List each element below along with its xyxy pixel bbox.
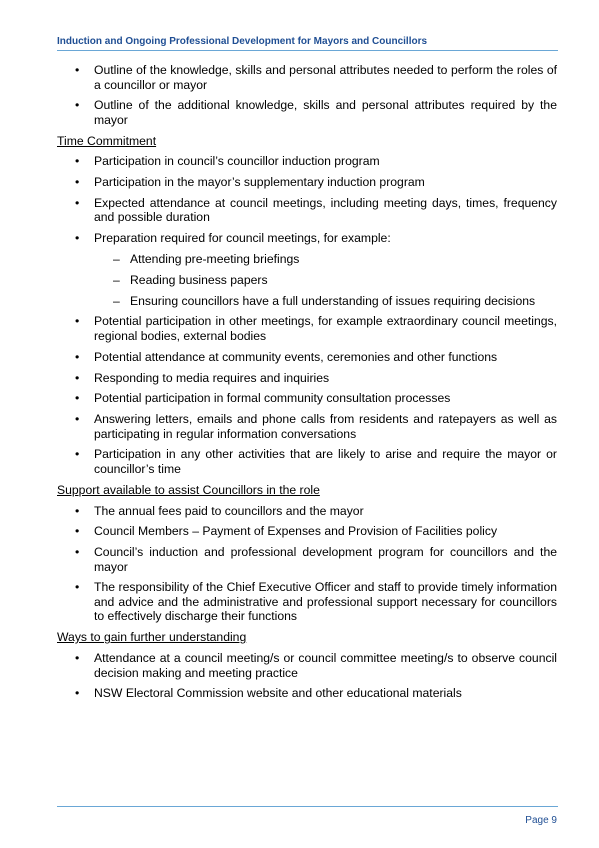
list-item: • Preparation required for council meetings, for example: [75, 231, 391, 246]
bullet-icon: • [75, 195, 80, 210]
list-item: • Answering letters, emails and phone calls from residents and ratepayers as well as participating in regular information conversations [75, 412, 557, 441]
list-item: • Expected attendance at council meetings, including meeting days, times, frequency and possible duration [75, 195, 557, 225]
bullet-icon: • [75, 154, 80, 169]
bullet-icon: • [75, 580, 80, 595]
list-item: • Potential participation in formal community consultation processes [75, 391, 451, 406]
dash-icon: – [113, 293, 120, 308]
running-header: Induction and Ongoing Professional Development for Mayors and Councillors [57, 36, 428, 47]
bullet-icon: • [75, 651, 80, 666]
bullet-icon: • [75, 98, 80, 113]
list-item: • The responsibility of the Chief Executive Officer and staff to provide timely information and advice and the administrative and professional support necessary for councillors to effectively discharge their functions [75, 580, 557, 624]
bullet-icon: • [75, 524, 80, 539]
bullet-icon: • [75, 391, 80, 406]
bullet-icon: • [75, 503, 80, 518]
bullet-icon: • [75, 545, 80, 560]
list-item: • Participation in any other activities that are likely to arise and require the mayor or councillor’s time [75, 447, 557, 476]
document-body [57, 63, 557, 707]
sub-list-item: – Ensuring councillors have a full understanding of issues requiring decisions [113, 293, 536, 308]
bullet-icon: • [75, 447, 80, 462]
dash-icon: – [113, 272, 120, 287]
list-item: • Responding to media requires and inquiries [75, 370, 330, 385]
section-heading-support: Support available to assist Councillors in the role [57, 482, 320, 497]
footer-divider [57, 806, 558, 807]
bullet-icon: • [75, 63, 80, 77]
ways-list [57, 651, 557, 701]
list-item: • NSW Electoral Commission website and other educational materials [75, 686, 462, 701]
list-item: • Council Members – Payment of Expenses and Provision of Facilities policy [75, 524, 498, 539]
list-item: • Participation in the mayor’s supplementary induction program [75, 175, 425, 190]
bullet-icon: • [75, 370, 80, 385]
list-item: • Council’s induction and professional development program for councillors and the mayor [75, 545, 557, 574]
sub-list-item: – Reading business papers [113, 272, 268, 287]
sub-list-item: – Attending pre-meeting briefings [113, 252, 300, 267]
list-item: • Potential attendance at community events, ceremonies and other functions [75, 349, 498, 364]
bullet-icon: • [75, 686, 80, 701]
time-commitment-list [57, 154, 557, 476]
bullet-icon: • [75, 412, 80, 427]
list-item: • Participation in council’s councillor induction program [75, 154, 380, 169]
bullet-icon: • [75, 231, 80, 246]
bullet-icon: • [75, 175, 80, 190]
header-divider [57, 50, 558, 51]
bullet-icon: • [75, 349, 80, 364]
intro-list [57, 63, 557, 127]
support-list [57, 504, 557, 624]
list-item: • Attendance at a council meeting/s or council committee meeting/s to observe council decision making and meeting practice [75, 651, 557, 680]
page-number: Page 9 [525, 815, 557, 826]
list-item: • Outline of the additional knowledge, skills and personal attributes required by the mayor [75, 98, 557, 127]
list-item: • Potential participation in other meetings, for example extraordinary council meetings, regional bodies, external bodies [75, 314, 557, 343]
bullet-icon: • [75, 314, 80, 329]
list-item: • The annual fees paid to councillors and the mayor [75, 503, 364, 518]
section-heading-time-commitment: Time Commitment [57, 133, 157, 148]
section-heading-ways: Ways to gain further understanding [57, 630, 247, 645]
list-item: • Outline of the knowledge, skills and personal attributes needed to perform the roles of a councillor or mayor [75, 63, 557, 92]
dash-icon: – [113, 252, 120, 267]
